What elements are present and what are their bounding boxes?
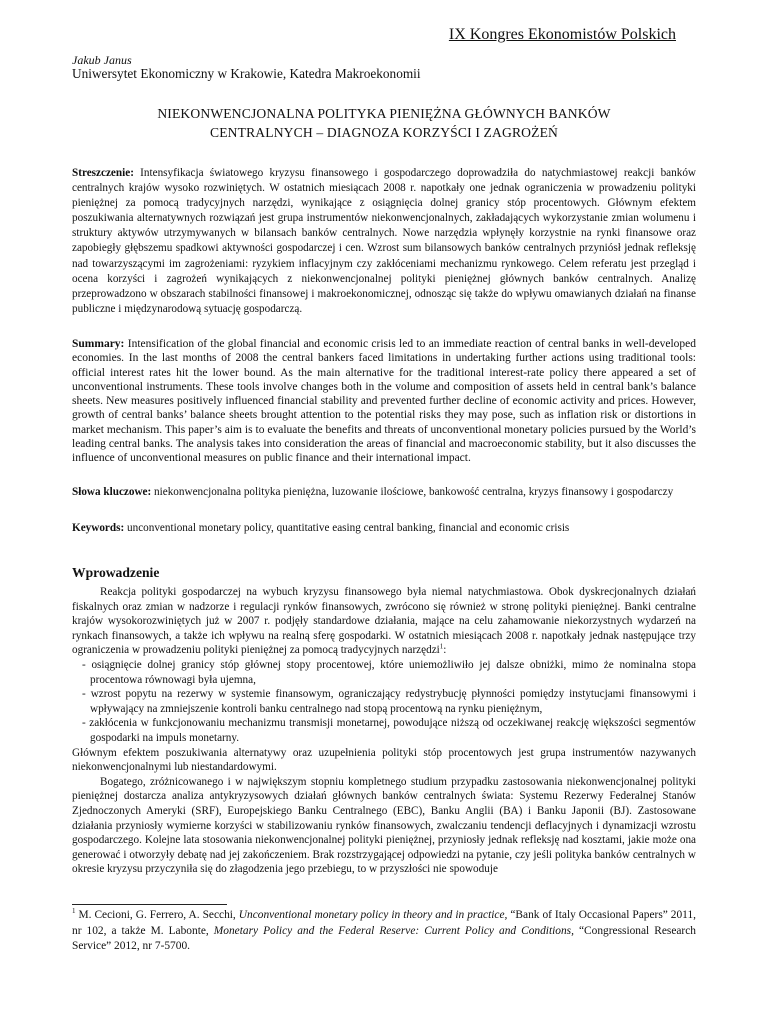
list-item: - osiągnięcie dolnej granicy stóp głównej stopy procentowej, które uniemożliwiło jej dalsze obniżki, mimo że nominalna stopa procentowa równowagi była ujemna, bbox=[82, 658, 696, 686]
conference-header: IX Kongres Ekonomistów Polskich bbox=[448, 26, 676, 43]
footnote-text-a: M. Cecioni, G. Ferrero, A. Secchi, bbox=[78, 909, 236, 921]
section-heading: Wprowadzenie bbox=[72, 565, 160, 580]
list-item: - zakłócenia w funkcjonowaniu mechanizmu transmisji monetarnej, powodujące niższą od oczekiwanej reakcję większości segmentów gospodarki na impuls monetarny. bbox=[82, 717, 696, 744]
paper-title-line-1: NIEKONWENCJONALNA POLITYKA PIENIĘŻNA GŁÓWNYCH BANKÓW bbox=[157, 106, 611, 121]
paper-title-line-2: CENTRALNYCH – DIAGNOZA KORZYŚCI I ZAGROŻEŃ bbox=[209, 125, 558, 140]
body-paragraph-punct: : bbox=[443, 644, 447, 657]
paper-title bbox=[72, 104, 696, 142]
footnote-title-b: Monetary Policy and the Federal Reserve: Current Policy and Conditions, bbox=[213, 924, 574, 937]
keywords-polish-label: Słowa kluczowe: bbox=[72, 486, 152, 498]
abstract-polish bbox=[72, 166, 696, 317]
section-body bbox=[72, 585, 696, 877]
footnote bbox=[72, 908, 696, 955]
list-item: - wzrost popytu na rezerwy w systemie finansowym, ograniczający redystrybucję płynności pomiędzy instytucjami finansowymi i wpływający na zmniejszenie kontroli banku centralnego nad stopą procentową na rynku pieniężnym, bbox=[82, 688, 696, 715]
abstract-polish-label: Streszczenie: bbox=[72, 167, 134, 179]
author-name: Jakub Janus bbox=[72, 53, 132, 67]
keywords-polish-text: niekonwencjonalna polityka pieniężna, luzowanie ilościowe, bankowość centralna, kryzys finansowy i gospodarczy bbox=[154, 486, 674, 498]
footnote-reference: 1 bbox=[439, 642, 444, 651]
abstract-polish-text: Intensyfikacja światowego kryzysu finansowego i gospodarczego doprowadziła do natychmiastowej reakcji banków centralnych krajów wysoko rozwiniętych. W ostatnich miesiącach 2008 r. napotkały one jednak ograniczenia w prowadzeniu polityki pieniężnej za pomocą tradycyjnych narzędzi, wynikające z osiągnięcia dolnej granicy stóp procentowych. Głównym efektem poszukiwania alternatywnych rozwiązań jest grupa instrumentów niekonwencjonalnych, zakładających wykorzystanie zmian wolumenu i struktury aktywów utrzymywanych w bilansach banków centralnych. Nowe narzędzia wpłynęły korzystnie na rynki finansowe oraz zapobiegły głębszemu spadkowi aktywności gospodarczej i cen. Wzrost sum bilansowych banków centralnych przyniósł jednak refleksję nad towarzyszącymi im zagrożeniami: ryzykiem inflacyjnym czy zakłóceniami mechanizmu rynkowego. Celem referatu jest przegląd i ocena korzyści i zagrożeń wynikających z niekonwencjonalnej polityki pieniężnej głównych banków centralnych. Analizę przeprowadzono w obszarach stabilności finansowej i makroekonomicznej, odnosząc się także do wpływu omawianych działań na finanse publiczne i międzynarodową sytuację gospodarczą. bbox=[72, 167, 696, 315]
keywords-polish bbox=[72, 485, 696, 499]
body-paragraph: Bogatego, zróżnicowanego i w największym stopniu kompletnego studium przypadku zastosowania niekonwencjonalnej polityki pieniężnej dostarcza analiza antykryzysowych działań głównych banków centralnych świata: Systemu Rezerwy Federalnej Stanów Zjednoczonych Ameryki (SRF), Europejskiego Banku Centralnego (EBC), Banku Anglii (BA) i Banku Japonii (BJ). Zastosowane działania przyniosły wymierne korzyści w stabilizowaniu rynków finansowych, zwalczaniu tendencji deflacyjnych i dynamizacji wzrostu gospodarczego. Kolejne lata stosowania niekonwencjonalnej polityki pieniężnej, przyniosły jednak refleksję nad kosztami, jakie może ona generować i otworzyły debatę nad jej zakończeniem. Brak rozstrzygającej odpowiedzi na pytanie, czy jeśli polityka banków centralnych w okresie kryzysu przyczyniła się do złagodzenia jego przebiegu, to w przyszłości nie spowoduje bbox=[72, 775, 696, 876]
body-paragraph: Głównym efektem poszukiwania alternatywy oraz uzupełnienia polityki stóp procentowych jest grupa instrumentów nazywanych niekonwencjonalnymi lub niestandardowymi. bbox=[72, 746, 696, 774]
keywords-english-text: unconventional monetary policy, quantitative easing central banking, financial and economic crisis bbox=[127, 522, 570, 534]
footnote-text-c: “Congressional Research Service” 2012, nr 7-5700. bbox=[72, 924, 696, 952]
footnote-title-a: Unconventional monetary policy in theory and in practice, bbox=[238, 909, 508, 921]
author-affiliation: Uniwersytet Ekonomiczny w Krakowie, Katedra Makroekonomii bbox=[72, 66, 421, 81]
footnote-text-b: “Bank of Italy Occasional Papers” 2011, nr 102, a także M. Labonte, bbox=[72, 909, 696, 937]
footnote-divider bbox=[72, 904, 227, 905]
body-paragraph bbox=[72, 585, 696, 658]
abstract-english-text: Intensification of the global financial and economic crisis led to an immediate reaction of central banks in well-developed economies. In the last months of 2008 the central bankers faced limitations in undertaking further actions using traditional tools: official interest rates hit the lower bound. As the main alternative for the traditional interest-rate policy there appeared a set of unconventional instruments. These tools involve changes both in the volume and composition of assets held in central bank’s balance sheets. New measures positively influenced financial stability and prevented further decline of economic activity and prices. However, growth of central banks’ balance sheets brought attention to the potential risks they may pose, such as inflation risk or distortions in market mechanism. This paper’s aim is to evaluate the benefits and threats of unconventional monetary policies pursued by the World’s leading central banks. The analysis takes into consideration the areas of financial and macroeconomic stability, but it also discusses the influence of unconventional measures on public finance and their international impact. bbox=[72, 338, 696, 465]
abstract-english bbox=[72, 337, 696, 466]
keywords-english bbox=[72, 521, 696, 535]
keywords-english-label: Keywords: bbox=[72, 522, 125, 534]
abstract-english-label: Summary: bbox=[72, 338, 125, 350]
body-paragraph-text: Reakcja polityki gospodarczej na wybuch kryzysu finansowego była niemal natychmiastowa. Obok dyskrecjonalnych działań fiskalnych oraz zmian w nadzorze i regulacji rynków finansowych, zwrócono się również w stronę polityki pieniężnej. Banki centralne krajów wysokorozwiniętych już w 2007 r. podjęły standardowe działania, mające na celu zahamowanie niekorzystnych wydarzeń na rynkach finansowych, a także ich wpływu na realną sferę gospodarki. W ostatnich miesiącach 2008 r. napotkały jednak następujące trzy ograniczenia w prowadzeniu polityki pieniężnej za pomocą tradycyjnych narzędzi bbox=[72, 586, 696, 657]
footnote-number: 1 bbox=[72, 907, 76, 916]
